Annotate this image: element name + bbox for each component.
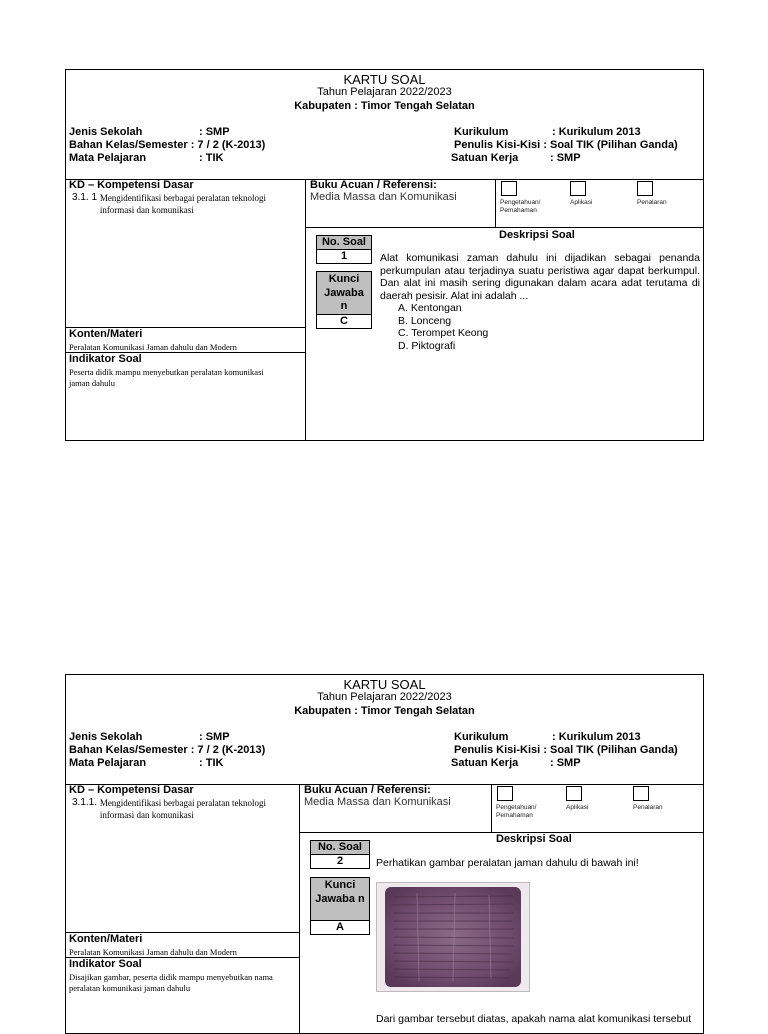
question-after-image: Dari gambar tersebut diatas, apakah nama alat komunikasi tersebut	[376, 1013, 692, 1025]
indikator-heading: Indikator Soal	[69, 353, 142, 365]
no-soal-label: No. Soal	[316, 235, 372, 250]
card-title: KARTU SOAL	[343, 677, 426, 692]
option-c: C. Terompet Keong	[398, 327, 489, 339]
mapel-label: Mata Pelajaran	[69, 757, 147, 769]
aplikasi-checkbox[interactable]	[570, 181, 586, 196]
kartu-soal-card-2	[65, 674, 704, 1034]
no-soal-value: 2	[310, 854, 370, 869]
kunci-label: Kunci Jawaba n	[316, 271, 372, 315]
satuan-label: Satuan Kerja	[451, 152, 519, 164]
option-a: A. Kentongan	[398, 302, 462, 314]
penalaran-label: Penalaran	[633, 804, 663, 811]
right-column	[306, 179, 703, 440]
mapel-value: : TIK	[199, 757, 224, 769]
konten-heading: Konten/Materi	[69, 328, 143, 340]
kurikulum-label: Kurikulum	[454, 126, 509, 138]
penulis-value: : Soal TIK (Pilihan Ganda)	[543, 139, 678, 151]
satuan-value: : SMP	[550, 152, 581, 164]
penulis-label: Penulis Kisi-Kisi	[454, 139, 541, 151]
question-text	[380, 252, 700, 352]
jenis-sekolah-value: : SMP	[199, 126, 230, 138]
penalaran-checkbox[interactable]	[637, 181, 653, 196]
kartu-soal-card-1	[65, 69, 704, 441]
deskripsi-heading: Deskripsi Soal	[499, 229, 575, 241]
kurikulum-value: : Kurikulum 2013	[552, 126, 641, 138]
right-column	[300, 784, 703, 1033]
card-title: KARTU SOAL	[343, 72, 426, 87]
pengetahuan-label: Pengetahuan/ Pemahaman	[496, 804, 537, 819]
question-stem: Alat komunikasi zaman dahulu ini dijadikan sebagai penanda perkumpulan atau terjadinya suatu peristiwa agar dapat berkumpul. Dan alat ini masih sering digunakan dalam acara adat terutama di daerah pesisir. Alat ini adalah ...	[380, 252, 700, 302]
pengetahuan-checkbox[interactable]	[501, 181, 517, 196]
kd-text: Mengidentifikasi berbagai peralatan teknologi informasi dan komunikasi	[99, 193, 267, 215]
satuan-value: : SMP	[550, 757, 581, 769]
question-intro: Perhatikan gambar peralatan jaman dahulu di bawah ini!	[376, 857, 639, 869]
jenis-sekolah-value: : SMP	[199, 731, 230, 743]
no-soal-value: 1	[316, 249, 372, 264]
buku-value: Media Massa dan Komunikasi	[304, 796, 451, 808]
kd-item	[70, 797, 300, 821]
pengetahuan-checkbox[interactable]	[497, 786, 513, 801]
penulis-value: : Soal TIK (Pilihan Ganda)	[543, 744, 678, 756]
pengetahuan-label: Pengetahuan/ Pemahaman	[500, 199, 541, 214]
left-column	[66, 784, 300, 1033]
kunci-label: Kunci Jawaba n	[310, 877, 370, 921]
buku-value: Media Massa dan Komunikasi	[310, 191, 457, 203]
kurikulum-value: : Kurikulum 2013	[552, 731, 641, 743]
buku-acuan-row	[306, 179, 703, 228]
indikator-text: Peserta didik mampu menyebutkan peralatan komunikasi jaman dahulu	[69, 367, 264, 388]
buku-heading: Buku Acuan / Referensi:	[304, 784, 431, 796]
buku-acuan-row	[300, 784, 703, 833]
buku-heading: Buku Acuan / Referensi:	[310, 179, 437, 191]
bahan-value: : 7 / 2 (K-2013)	[190, 139, 266, 151]
kd-number: 3.1.1.	[72, 797, 98, 808]
indikator-text: Disajikan gambar, peserta didik mampu menyebutkan nama peralatan komunikasi jaman dahulu	[69, 972, 273, 993]
mapel-label: Mata Pelajaran	[69, 152, 147, 164]
ancient-tablet-image	[376, 882, 530, 992]
mapel-value: : TIK	[199, 152, 224, 164]
kd-text: Mengidentifikasi berbagai peralatan teknologi informasi dan komunikasi	[99, 798, 267, 820]
left-column	[66, 179, 306, 440]
konten-text: Peralatan Komunikasi Jaman dahulu dan Modern	[69, 947, 237, 957]
kabupaten: Kabupaten : Timor Tengah Selatan	[294, 705, 475, 717]
bahan-label: Bahan Kelas/Semester	[69, 744, 188, 756]
kurikulum-label: Kurikulum	[454, 731, 509, 743]
penalaran-checkbox[interactable]	[633, 786, 649, 801]
aplikasi-label: Aplikasi	[566, 804, 589, 811]
bahan-value: : 7 / 2 (K-2013)	[190, 744, 266, 756]
kunci-value: C	[316, 314, 372, 329]
kunci-value: A	[310, 920, 370, 935]
tahun-pelajaran: Tahun Pelajaran 2022/2023	[317, 86, 452, 98]
option-d: D. Piktografi	[398, 339, 456, 352]
indikator-heading: Indikator Soal	[69, 958, 142, 970]
jenis-sekolah-label: Jenis Sekolah	[69, 126, 143, 138]
kabupaten: Kabupaten : Timor Tengah Selatan	[294, 100, 475, 112]
level-kognitif	[495, 179, 703, 227]
deskripsi-heading: Deskripsi Soal	[496, 833, 572, 845]
option-b: B. Lonceng	[398, 314, 452, 327]
penulis-label: Penulis Kisi-Kisi	[454, 744, 541, 756]
bahan-label: Bahan Kelas/Semester	[69, 139, 188, 151]
kd-heading: KD – Kompetensi Dasar	[69, 784, 194, 796]
aplikasi-label: Aplikasi	[570, 199, 593, 206]
konten-heading: Konten/Materi	[69, 933, 143, 945]
penalaran-label: Penalaran	[637, 199, 667, 206]
kd-heading: KD – Kompetensi Dasar	[69, 179, 194, 191]
level-kognitif	[491, 784, 703, 832]
konten-text: Peralatan Komunikasi Jaman dahulu dan Modern	[69, 342, 237, 352]
no-soal-label: No. Soal	[310, 840, 370, 855]
jenis-sekolah-label: Jenis Sekolah	[69, 731, 143, 743]
card-header	[66, 70, 703, 180]
kd-number: 3.1. 1	[72, 192, 98, 203]
tahun-pelajaran: Tahun Pelajaran 2022/2023	[317, 691, 452, 703]
aplikasi-checkbox[interactable]	[566, 786, 582, 801]
kd-item	[70, 192, 300, 216]
card-header	[66, 675, 703, 785]
satuan-label: Satuan Kerja	[451, 757, 519, 769]
